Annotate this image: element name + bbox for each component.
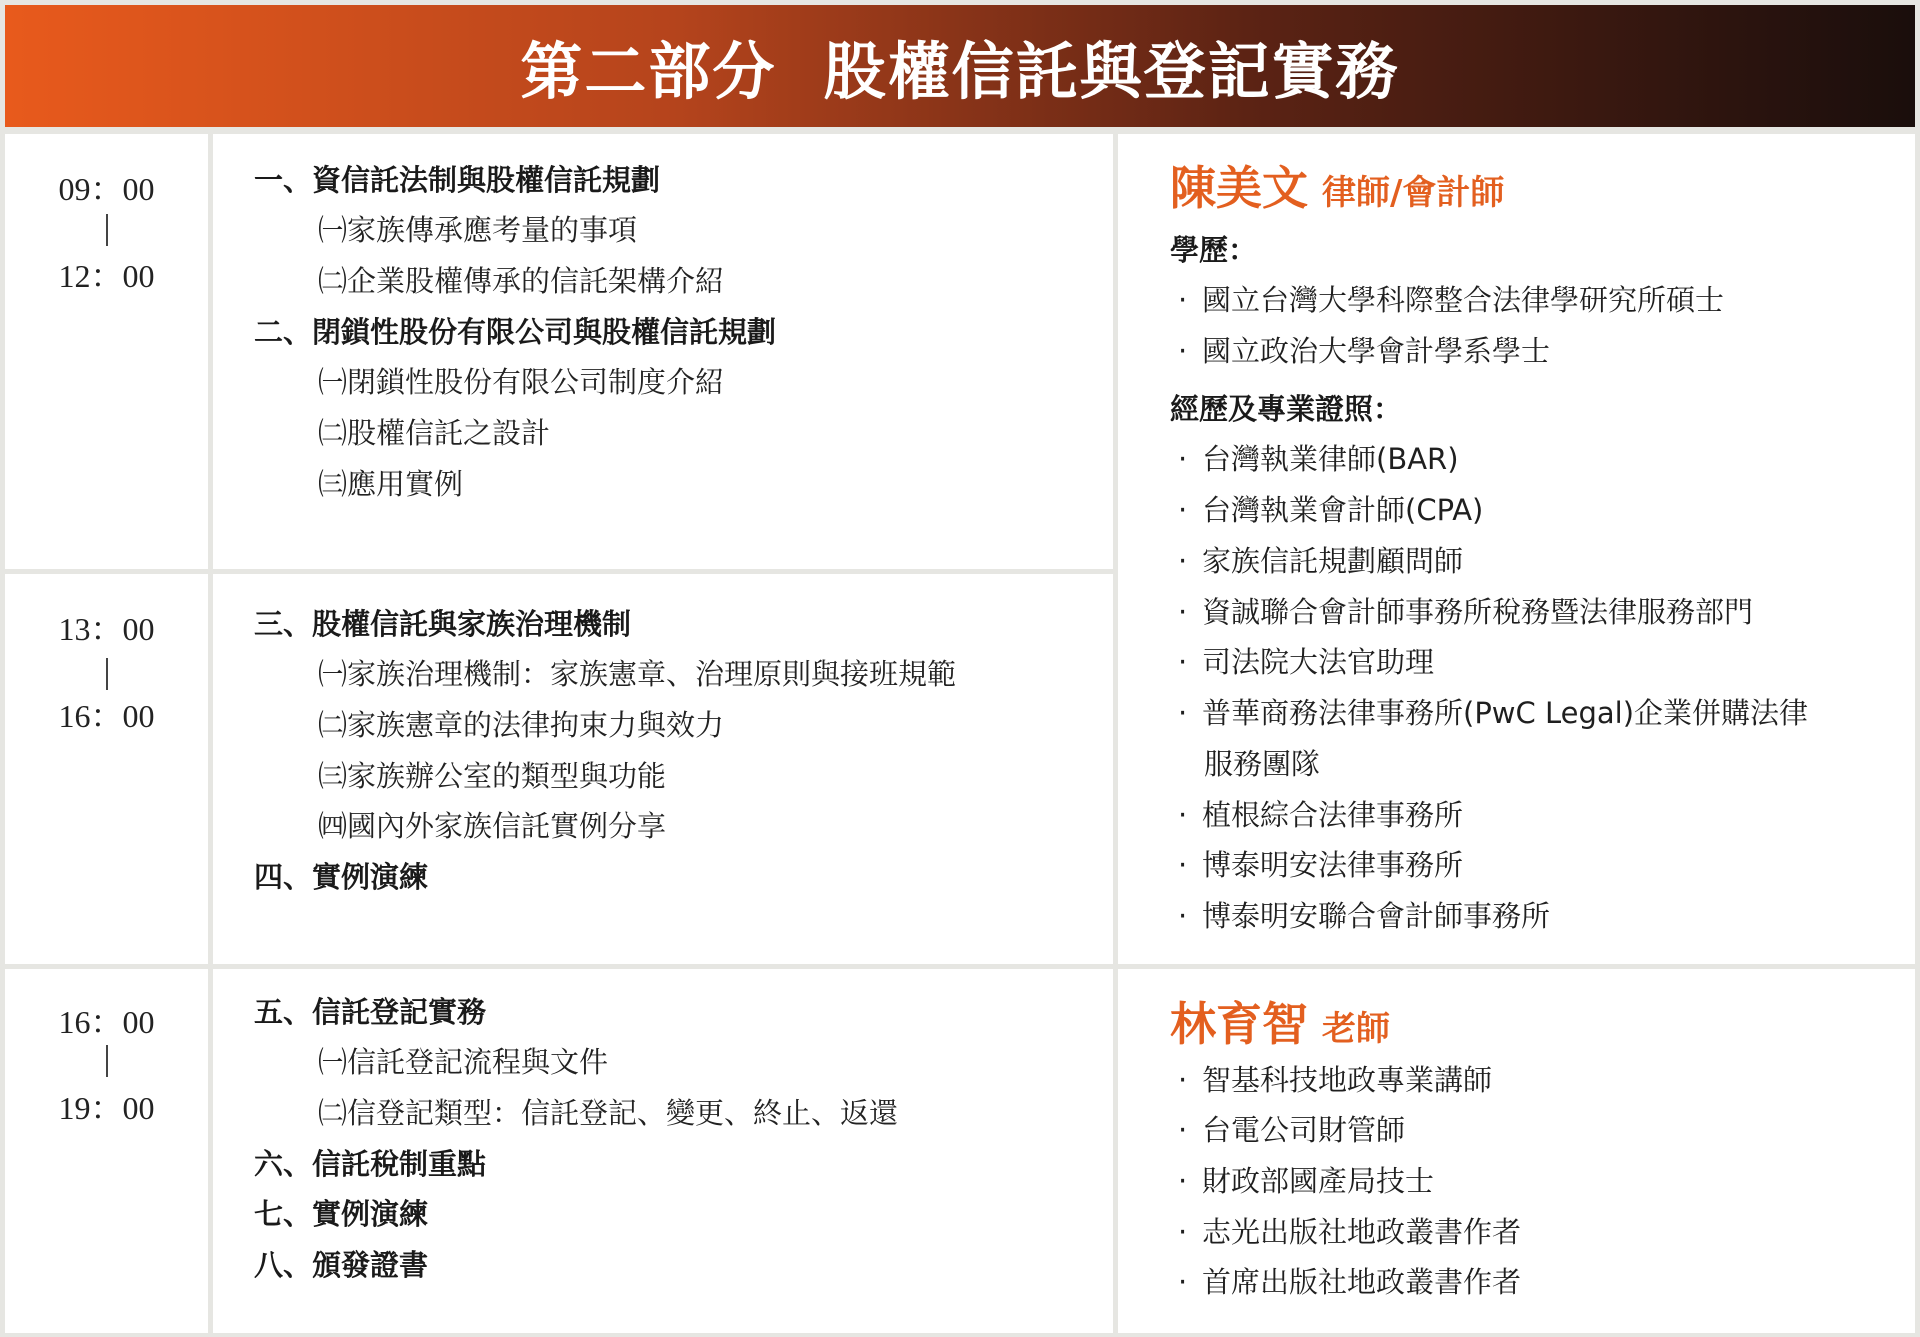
experience-item: · 博泰明安法律事務所 (1178, 848, 1464, 882)
experience-item: · 智基科技地政專業講師 (1178, 1063, 1493, 1097)
time-separator (106, 1045, 108, 1077)
time-cell-1 (5, 134, 208, 569)
time-start: 13：00 (58, 611, 155, 647)
agenda-sub-item: ㈠閉鎖性股份有限公司制度介紹 (318, 365, 725, 399)
experience-heading: 經歷及專業證照： (1170, 392, 1403, 426)
time-cell-3 (5, 969, 208, 1333)
agenda-main-item: 八、頒發證書 (254, 1248, 429, 1282)
time-end: 12：00 (58, 258, 155, 294)
speaker-name-text: 林育智 (1170, 997, 1308, 1051)
agenda-sub-item: ㈢應用實例 (318, 467, 464, 501)
agenda-main-item: 四、實例演練 (254, 860, 429, 894)
agenda-main-item: 七、實例演練 (254, 1197, 429, 1231)
agenda-sub-item: ㈠信託登記流程與文件 (318, 1045, 609, 1079)
agenda-main-item: 二、閉鎖性股份有限公司與股權信託規劃 (254, 315, 777, 349)
agenda-main-item: 一、資信託法制與股權信託規劃 (254, 163, 661, 197)
experience-item: · 家族信託規劃顧問師 (1178, 544, 1464, 578)
experience-item: · 資誠聯合會計師事務所稅務暨法律服務部門 (1178, 595, 1754, 629)
experience-item: · 財政部國產局技士 (1178, 1164, 1435, 1198)
experience-item: · 植根綜合法律事務所 (1178, 798, 1464, 832)
agenda-sub-item: ㈣國內外家族信託實例分享 (318, 809, 667, 843)
agenda-sub-item: ㈡企業股權傳承的信託架構介紹 (318, 264, 725, 298)
agenda-sub-item: ㈠家族傳承應考量的事項 (318, 213, 638, 247)
experience-item: · 司法院大法官助理 (1178, 645, 1435, 679)
agenda-main-item: 六、信託稅制重點 (254, 1147, 487, 1181)
time-separator (106, 658, 108, 690)
speaker-name-text: 陳美文 (1170, 161, 1308, 215)
time-cell-2 (5, 574, 208, 964)
experience-item: · 博泰明安聯合會計師事務所 (1178, 899, 1551, 933)
time-separator (106, 214, 108, 246)
experience-item: · 台灣執業會計師(CPA) (1178, 493, 1484, 527)
experience-item-continuation: 服務團隊 (1204, 747, 1321, 781)
time-end: 19：00 (58, 1090, 155, 1126)
speaker-name (1170, 988, 1390, 1054)
agenda-sub-item: ㈢家族辦公室的類型與功能 (318, 759, 667, 793)
experience-item: · 首席出版社地政叢書作者 (1178, 1265, 1522, 1299)
agenda-main-item: 三、股權信託與家族治理機制 (254, 607, 632, 641)
education-item: · 國立台灣大學科際整合法律學研究所碩士 (1178, 283, 1725, 317)
education-item: · 國立政治大學會計學系學士 (1178, 334, 1551, 368)
experience-item: · 志光出版社地政叢書作者 (1178, 1215, 1522, 1249)
experience-item: · 台灣執業律師(BAR) (1178, 442, 1459, 476)
education-heading: 學歷： (1170, 233, 1258, 267)
experience-item: · 普華商務法律事務所(PwC Legal)企業併購法律 (1178, 696, 1809, 730)
agenda-sub-item: ㈠家族治理機制：家族憲章、治理原則與接班規範 (318, 657, 957, 691)
header-banner (5, 5, 1915, 127)
time-start: 16：00 (58, 1004, 155, 1040)
speaker-title: 老師 (1322, 1009, 1390, 1049)
agenda-sub-item: ㈡股權信託之設計 (318, 416, 551, 450)
speaker-name (1170, 152, 1504, 218)
time-start: 09：00 (58, 171, 155, 207)
agenda-sub-item: ㈡家族憲章的法律拘束力與效力 (318, 708, 725, 742)
experience-item: · 台電公司財管師 (1178, 1113, 1406, 1147)
speaker-title: 律師/會計師 (1322, 173, 1505, 213)
time-end: 16：00 (58, 698, 155, 734)
page-title: 第二部分 股權信託與登記實務 (520, 34, 1400, 108)
agenda-main-item: 五、信託登記實務 (254, 995, 487, 1029)
agenda-sub-item: ㈡信登記類型：信託登記、變更、終止、返還 (318, 1096, 899, 1130)
